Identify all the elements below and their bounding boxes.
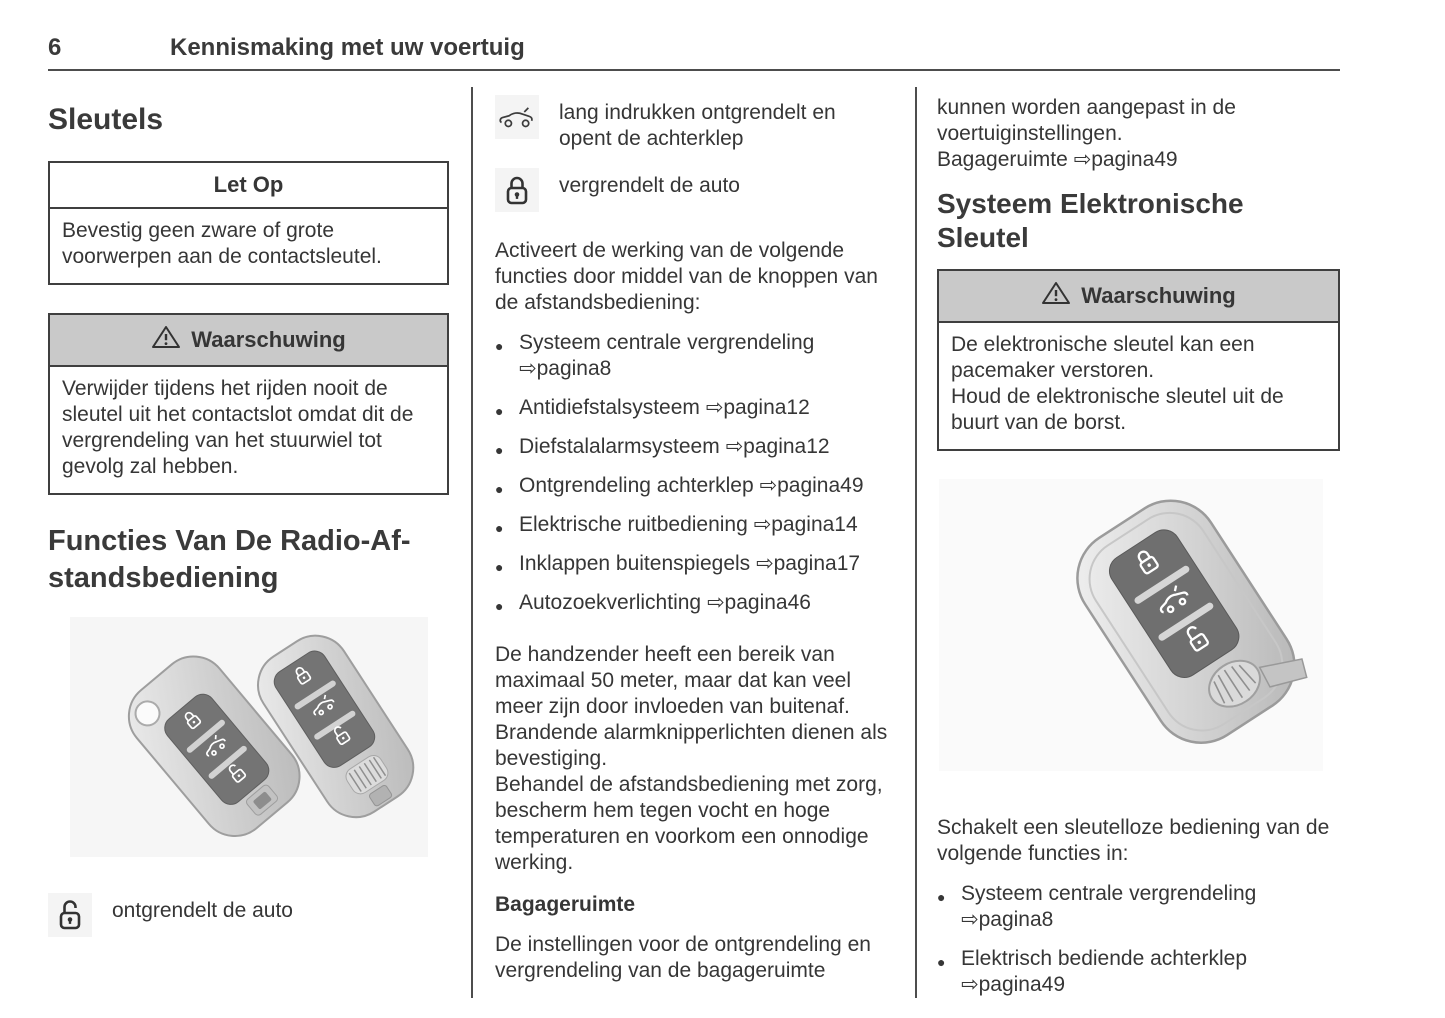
list-item — [495, 330, 893, 382]
keyless-intro-paragraph: Schakelt een sleutelloze bediening van de volgende functies in: — [937, 816, 1330, 865]
unlock-function-label: ontgrendelt de auto — [112, 899, 293, 922]
unlock-function-row — [48, 893, 449, 937]
care-paragraph: Behandel de afstandsbediening met zorg, bescherm hem tegen vocht en hoge temperaturen en voorkom een onnodige werking. — [495, 773, 883, 874]
column-right — [917, 87, 1340, 998]
list-item-label: Systeem centrale vergrendeling — [519, 331, 815, 354]
warning-icon — [151, 324, 181, 356]
caution-box-body: Bevestig geen zware of grote voorwerpen aan de contactsleutel. — [62, 219, 382, 268]
section-title-electronic-key: Systeem Elektronische Sleutel — [937, 188, 1244, 253]
list-item-label: Ontgrendeling achterklep — [519, 474, 754, 497]
page-reference: ⇨pagina46 — [706, 591, 811, 614]
subheading-bagageruimte: Bagageruimte — [495, 893, 636, 916]
list-item — [937, 946, 1340, 998]
lock-function-row — [495, 168, 893, 212]
list-item — [495, 512, 893, 538]
page-reference: ⇨pagina49 — [1073, 148, 1178, 171]
column-left — [48, 87, 471, 998]
list-item-label: Elektrische ruitbediening — [519, 513, 748, 536]
remote-functions-list — [495, 330, 893, 616]
tailgate-function-row — [495, 95, 893, 152]
remote-keys-image — [70, 617, 428, 857]
warning-box-title: Waarschuwing — [191, 327, 346, 352]
warning-line: Houd de elektronische sleutel uit de buurt van de borst. — [951, 385, 1284, 434]
list-item — [495, 434, 893, 460]
list-item — [495, 551, 893, 577]
section-title-sleutels: Sleutels — [48, 103, 164, 136]
caution-box — [48, 161, 449, 285]
bagageruimte-reference-line — [937, 147, 1340, 173]
bagageruimte-paragraph: De instellingen voor de ontgrendeling en vergrendeling van de bagageruimte — [495, 933, 871, 982]
column-middle — [471, 87, 917, 998]
remote-intro-paragraph: Activeert de werking van de volgende functies door middel van de knoppen van de afstandsbediening: — [495, 239, 878, 314]
keyless-functions-list — [937, 881, 1340, 998]
warning-box-title: Waarschuwing — [1081, 283, 1236, 308]
list-item — [495, 590, 893, 616]
page-reference: ⇨pagina8 — [961, 908, 1054, 931]
warning-box — [48, 313, 449, 495]
list-item-label: Elektrisch bediende achterklep — [961, 947, 1248, 970]
list-item — [937, 881, 1340, 933]
content-columns — [48, 87, 1340, 998]
continued-paragraph: kunnen worden aangepast in de voertuiginstellingen. — [937, 96, 1236, 145]
warning-icon — [1041, 280, 1071, 312]
lock-closed-icon — [495, 168, 539, 212]
page-reference: ⇨pagina49 — [759, 474, 864, 497]
page-reference: ⇨pagina14 — [753, 513, 858, 536]
warning-line: De elektronische sleutel kan een pacemaker verstoren. — [951, 333, 1255, 382]
page-title: Kennismaking met uw voertuig — [170, 34, 525, 61]
warning-box-electronic-key — [937, 269, 1340, 451]
list-item-label: Autozoekverlichting — [519, 591, 702, 614]
warning-box-header — [939, 271, 1338, 323]
list-item-label: Antidiefstalsysteem — [519, 396, 700, 419]
page-reference: ⇨pagina12 — [705, 396, 810, 419]
car-icon — [495, 95, 539, 139]
page-number: 6 — [48, 34, 62, 61]
page-reference: ⇨pagina49 — [961, 973, 1066, 996]
caution-box-title: Let Op — [50, 163, 447, 209]
page-reference: ⇨pagina8 — [519, 357, 612, 380]
electronic-key-image — [939, 479, 1323, 771]
warning-box-body — [939, 323, 1338, 449]
tailgate-function-label: lang indrukken ontgrendelt en opent de achterklep — [559, 101, 836, 150]
section-title-remote-functions: Functies Van De Radio-Af- standsbediening — [48, 525, 411, 594]
lock-function-label: vergrendelt de auto — [559, 174, 740, 197]
reference-label: Bagageruimte — [937, 148, 1068, 171]
list-item — [495, 473, 893, 499]
list-item — [495, 395, 893, 421]
list-item-label: Systeem centrale vergrendeling — [961, 882, 1257, 905]
electronic-key — [1059, 481, 1314, 761]
warning-box-header — [50, 315, 447, 367]
page-header — [48, 34, 1340, 71]
page-reference: ⇨pagina17 — [756, 552, 861, 575]
range-paragraph: De handzender heeft een bereik van maximaal 50 meter, maar dat kan veel meer zijn door invloeden van buitenaf. Brandende alarmknipperlichten dienen als bevestiging. — [495, 643, 888, 770]
lock-open-icon — [48, 893, 92, 937]
page-reference: ⇨pagina12 — [725, 435, 830, 458]
list-item-label: Inklappen buitenspiegels — [519, 552, 751, 575]
list-item-label: Diefstalalarmsysteem — [519, 435, 720, 458]
warning-box-body: Verwijder tijdens het rijden nooit de sleutel uit het contactslot omdat dit de vergrendeling van het stuurwiel tot gevolg zal hebben. — [62, 377, 414, 478]
